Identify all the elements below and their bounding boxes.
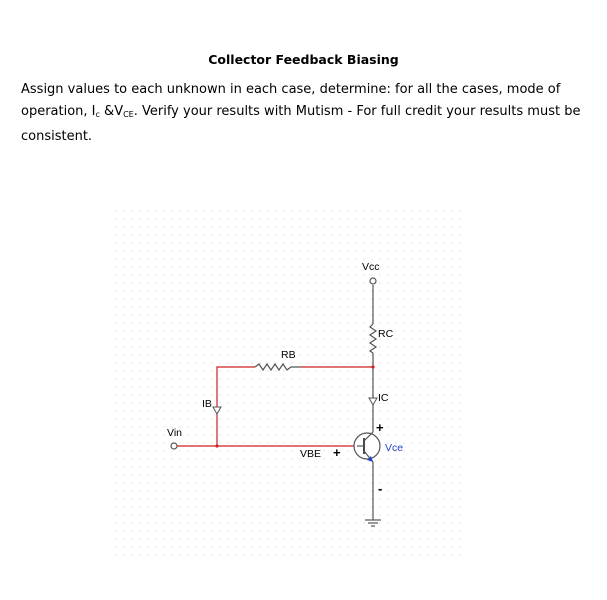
vce-plus-sign: + [376,420,384,435]
base-junction [215,444,218,447]
collector-junction [371,365,374,368]
vin-label: Vin [167,427,182,439]
instructions-part1: Assign values to each unknown in each case, determine: for all the cases, mode of operation, I [21,82,561,119]
vce-subscript: CE [123,110,134,119]
vce-minus-sign: - [378,481,383,496]
vbe-plus-sign: + [333,445,341,460]
circuit-schematic [115,210,467,562]
vce-label: Vce [385,442,404,454]
ic-label: IC [378,392,389,404]
vcc-label: Vcc [362,261,380,273]
vcc-terminal [370,278,376,284]
vbe-label: VBE [300,448,322,460]
instructions-part2: &V [99,104,124,119]
ic-subscript: c [95,110,100,119]
vin-terminal [171,443,177,449]
rb-label: RB [281,349,296,361]
document-title: Collector Feedback Biasing [208,52,399,67]
grid-background [115,210,467,560]
instructions-paragraph [21,79,593,148]
rc-label: RC [378,328,394,340]
instructions-part3: . Verify your results with Mutism - For full credit your results must be consistent. [21,104,581,144]
ib-label: IB [202,398,212,410]
